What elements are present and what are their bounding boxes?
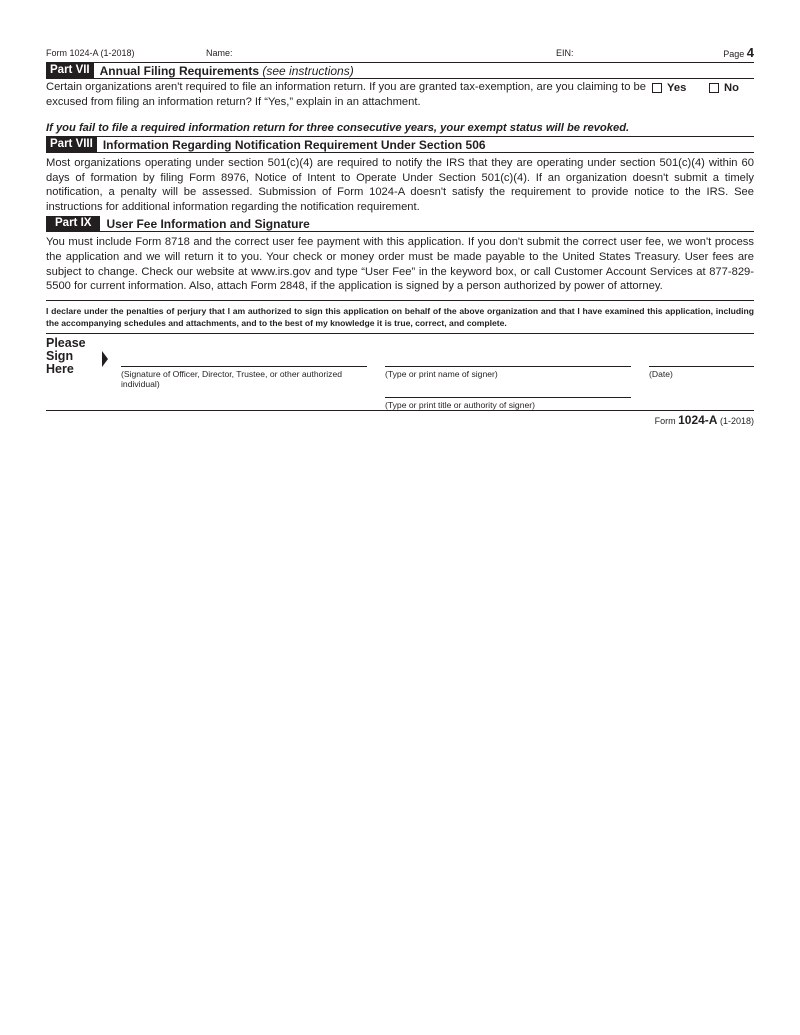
part7-label: Part VII xyxy=(46,63,94,78)
no-label: No xyxy=(724,82,739,94)
part7-body xyxy=(46,79,754,110)
footer-form-id xyxy=(655,413,754,427)
footer-form-rev: (1-2018) xyxy=(719,415,754,426)
part7-title-text: Annual Filing Requirements xyxy=(99,63,259,78)
revocation-warning: If you fail to file a required information return for three consecutive years, your exempt status will be revoked. xyxy=(46,121,754,137)
page-header xyxy=(46,44,754,63)
page-footer xyxy=(46,411,754,427)
part8-title: Information Regarding Notification Requirement Under Section 506 xyxy=(102,137,486,152)
part7-question: Certain organizations aren't required to file an information return. If you are granted tax-exemption, are you claiming to be excused from filing an information return? If “Yes,” explain in an attachment. xyxy=(46,81,646,108)
part7-header xyxy=(46,63,754,79)
part9-header xyxy=(46,216,754,232)
form-page xyxy=(46,44,754,427)
part9-title: User Fee Information and Signature xyxy=(106,216,310,231)
page-number: 4 xyxy=(746,45,754,60)
perjury-declaration: I declare under the penalties of perjury that I am authorized to sign this application on behalf of the above organization and that I have examined this application, including the accompanying schedules and attachments, and to the best of my knowledge it is true, correct, and complete. xyxy=(46,300,754,334)
page-label: Page xyxy=(723,49,745,59)
footer-form-prefix: Form xyxy=(654,415,676,426)
part7-title-note: (see instructions) xyxy=(262,63,354,78)
name-label: Name: xyxy=(206,48,233,58)
page-indicator xyxy=(723,45,754,60)
checkbox-box[interactable] xyxy=(709,83,719,93)
part9-text: You must include Form 8718 and the correct user fee payment with this application. If you don't submit the correct user fee, we won't process the application and we will return it to you. Your check or money order must be made payable to the United States Treasury. User fees are subject to change. Check our website at www.irs.gov and type “User Fee” in the keyword box, or call Customer Account Services at 877-829-5500 for current information. Also, attach Form 2848, if the application is signed by a person authorized by power of attorney. xyxy=(46,236,754,293)
ein-label: EIN: xyxy=(556,48,574,58)
yes-checkbox[interactable] xyxy=(652,82,686,94)
part7-title xyxy=(100,64,354,78)
part8-text: Most organizations operating under section 501(c)(4) are required to notify the IRS that they are operating under section 501(c)(4) within 60 days of formation by filing Form 8976, Notice of Intent to Operate Under Section 501(c)(4). If an organization doesn't submit a timely notification, a penalty will be assessed. Submission of Form 1024-A doesn't satisfy the requirement to provide notice to the IRS. See instructions for additional information regarding the notification requirement. xyxy=(46,157,754,213)
please-sign-here xyxy=(46,337,86,376)
signer-name-field[interactable]: (Type or print name of signer) xyxy=(385,366,631,379)
please-text: Please xyxy=(46,335,86,350)
date-field[interactable]: (Date) xyxy=(649,366,754,379)
arrow-icon xyxy=(102,351,108,367)
signature-field[interactable]: (Signature of Officer, Director, Trustee, or other authorized individual) xyxy=(121,366,367,389)
signer-title-field[interactable]: (Type or print title or authority of signer) xyxy=(385,397,631,410)
footer-form-number: 1024-A xyxy=(678,412,718,427)
part8-header xyxy=(46,137,754,153)
sign-text: Sign xyxy=(46,348,74,363)
part8-label: Part VIII xyxy=(46,137,97,152)
here-text: Here xyxy=(46,361,74,376)
signature-section xyxy=(46,334,754,411)
part9-label: Part IX xyxy=(46,216,100,231)
yes-label: Yes xyxy=(667,82,687,94)
no-checkbox[interactable] xyxy=(709,82,739,94)
form-id: Form 1024-A (1-2018) xyxy=(46,48,135,58)
checkbox-box[interactable] xyxy=(652,83,662,93)
